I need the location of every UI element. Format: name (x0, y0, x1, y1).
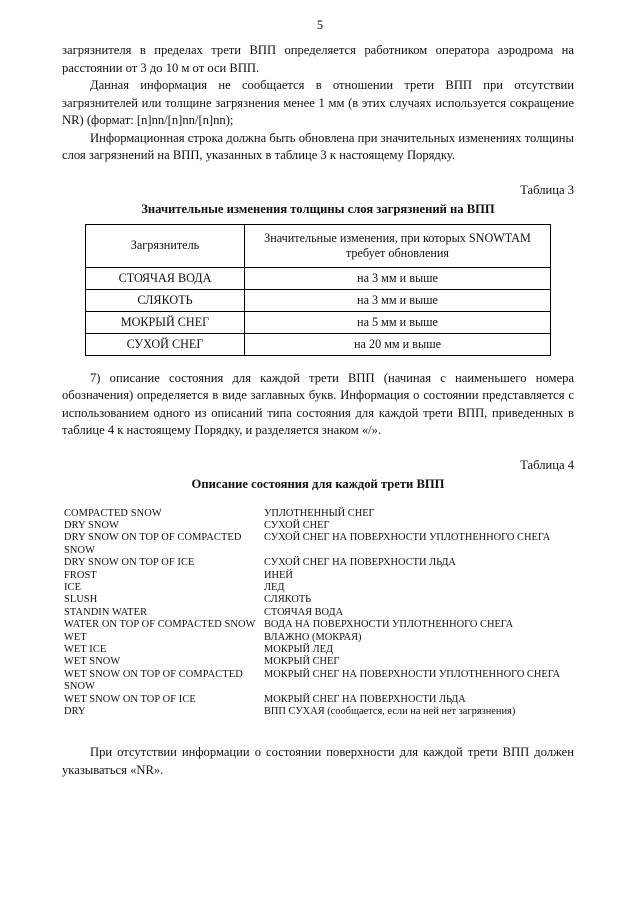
table3-cell-contaminant: СУХОЙ СНЕГ (86, 333, 245, 355)
condition-term-en: WET SNOW ON TOP OF COMPACTED SNOW (64, 668, 243, 693)
condition-term-en: FROST (64, 569, 97, 581)
table3-cell-contaminant: МОКРЫЙ СНЕГ (86, 311, 245, 333)
condition-term-ru: СУХОЙ СНЕГ (264, 519, 330, 531)
condition-term-en: WET SNOW (64, 656, 121, 668)
condition-term-ru: УПЛОТНЕННЫЙ СНЕГ (264, 507, 375, 519)
list-item (62, 582, 574, 594)
list-item (62, 656, 574, 668)
paragraph-item-7: 7) описание состояния для каждой трети ВПП (начиная с наименьшего номера обозначения) определяется в виде заглавных букв. Информация о состоянии представляется с использованием одного из описаний типа состояния для каждой трети ВПП, приведенных в таблице 4 к настоящему Порядку, и разделяется знаком «/». (62, 370, 574, 437)
list-item (62, 669, 574, 694)
table-row (86, 289, 551, 311)
list-item (62, 508, 574, 520)
table-row (86, 267, 551, 289)
condition-term-en: DRY SNOW ON TOP OF COMPACTED SNOW (64, 532, 242, 556)
table3-label: Таблица 3 (520, 182, 574, 197)
condition-term-en: DRY SNOW (64, 519, 119, 531)
list-item (62, 632, 574, 644)
list-item (62, 594, 574, 606)
closing-paragraph: При отсутствии информации о состоянии поверхности для каждой трети ВПП должен указываться «NR». (62, 745, 574, 777)
condition-term-ru: МОКРЫЙ СНЕГ НА ПОВЕРХНОСТИ УПЛОТНЕННОГО СНЕГА (264, 668, 561, 680)
condition-term-en: WET SNOW ON TOP OF ICE (64, 693, 196, 705)
paragraph-1: загрязнителя в пределах трети ВПП определяется работником оператора аэродрома на расстоянии от 3 до 10 м от оси ВПП. (62, 43, 574, 75)
condition-term-en: STANDIN WATER (64, 606, 148, 618)
list-item (62, 694, 574, 706)
table3-header-contaminant: Загрязнитель (86, 224, 245, 267)
condition-term-ru: ЛЕД (264, 581, 285, 593)
condition-term-en: ICE (64, 581, 82, 593)
condition-term-en: WATER ON TOP OF COMPACTED SNOW (64, 619, 256, 631)
condition-term-ru: МОКРЫЙ СНЕГ (264, 656, 340, 668)
condition-term-en: DRY SNOW ON TOP OF ICE (64, 557, 195, 569)
paragraph-3: Информационная строка должна быть обновлена при значительных изменениях толщины слоя загрязнений на ВПП, указанных в таблице 3 к настоящему Порядку. (62, 130, 574, 162)
table4-label: Таблица 4 (520, 457, 574, 472)
table3-cell-contaminant: СТОЯЧАЯ ВОДА (86, 267, 245, 289)
page-number: 5 (316, 18, 324, 32)
closing-section (62, 744, 574, 779)
list-item (62, 570, 574, 582)
condition-term-en: DRY (64, 706, 86, 717)
list-item (62, 520, 574, 532)
table3-cell-change: на 3 мм и выше (245, 289, 551, 311)
list-item (62, 532, 574, 557)
condition-term-ru: ВОДА НА ПОВЕРХНОСТИ УПЛОТНЕННОГО СНЕГА (264, 619, 514, 631)
list-item (62, 607, 574, 619)
condition-term-ru: ВЛАЖНО (МОКРАЯ) (264, 631, 362, 643)
condition-term-ru: СЛЯКОТЬ (264, 594, 312, 606)
table3-cell-change: на 5 мм и выше (245, 311, 551, 333)
table4-title: Описание состояния для каждой трети ВПП (191, 476, 445, 491)
table-row (86, 333, 551, 355)
list-item (62, 644, 574, 656)
condition-term-ru: СУХОЙ СНЕГ НА ПОВЕРХНОСТИ ЛЬДА (264, 557, 456, 569)
table3-title: Значительные изменения толщины слоя загрязнений на ВПП (141, 201, 495, 216)
list-item (62, 557, 574, 569)
condition-term-ru: ИНЕЙ (264, 569, 293, 581)
page-content (62, 42, 574, 779)
table3-cell-contaminant: СЛЯКОТЬ (86, 289, 245, 311)
table-row (86, 311, 551, 333)
condition-term-en: COMPACTED SNOW (64, 507, 162, 519)
list-item (62, 619, 574, 631)
condition-term-en: SLUSH (64, 594, 98, 606)
runway-condition-descriptions-list (62, 508, 574, 719)
table3-header-changes: Значительные изменения, при которых SNOWTAM требует обновления (245, 224, 551, 267)
table-significant-changes (85, 224, 551, 356)
table3-cell-change: на 20 мм и выше (245, 333, 551, 355)
condition-term-ru: МОКРЫЙ ЛЕД (264, 643, 334, 655)
list-item (62, 706, 574, 718)
paragraph-2: Данная информация не сообщается в отношении трети ВПП при отсутствии загрязнителей или толщине загрязнения менее 1 мм (в этих случаях используется сокращение NR) (формат: [n]nn/[n]nn/[n]nn); (62, 78, 574, 127)
condition-term-ru: МОКРЫЙ СНЕГ НА ПОВЕРХНОСТИ ЛЬДА (264, 693, 466, 705)
condition-term-ru: ВПП СУХАЯ (сообщается, если на ней нет загрязнения) (264, 706, 516, 717)
table-header-row (86, 224, 551, 267)
condition-term-en: WET (64, 631, 87, 643)
condition-term-ru: СТОЯЧАЯ ВОДА (264, 606, 344, 618)
table3-cell-change: на 3 мм и выше (245, 267, 551, 289)
condition-term-ru: СУХОЙ СНЕГ НА ПОВЕРХНОСТИ УПЛОТНЕННОГО СНЕГА (264, 532, 551, 544)
condition-term-en: WET ICE (64, 643, 107, 655)
